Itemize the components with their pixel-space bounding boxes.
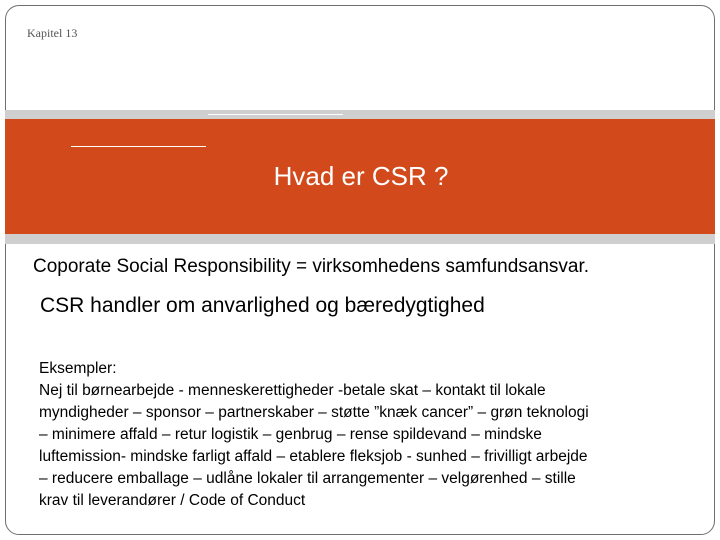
examples-line: – minimere affald – retur logistik – genbrug – rense spildevand – mindske — [39, 426, 542, 443]
examples-line: – reducere emballage – udlåne lokaler til arrangementer – velgørenhed – stille — [39, 470, 576, 487]
decorative-line — [208, 114, 343, 115]
chapter-label: Kapitel 13 — [27, 26, 78, 40]
examples-block — [39, 358, 689, 512]
examples-line: myndigheder – sponsor – partnerskaber – støtte ”knæk cancer” – grøn teknologi — [39, 404, 589, 421]
examples-heading: Eksempler: — [39, 360, 117, 377]
subheading-text: CSR handler om anvarlighed og bæredygtighed — [40, 294, 485, 317]
lead-text: Coporate Social Responsibility = virksomhedens samfundsansvar. — [33, 256, 590, 277]
examples-line: Nej til børnearbejde - menneskerettigheder -betale skat – kontakt til lokale — [39, 382, 546, 399]
slide-title: Hvad er CSR ? — [273, 161, 449, 191]
examples-line: krav til leverandører / Code of Conduct — [39, 492, 306, 509]
decorative-line — [71, 146, 206, 147]
examples-line: luftemission- mindske farligt affald – etablere fleksjob - sunhed – frivilligt arbejde — [39, 448, 588, 465]
